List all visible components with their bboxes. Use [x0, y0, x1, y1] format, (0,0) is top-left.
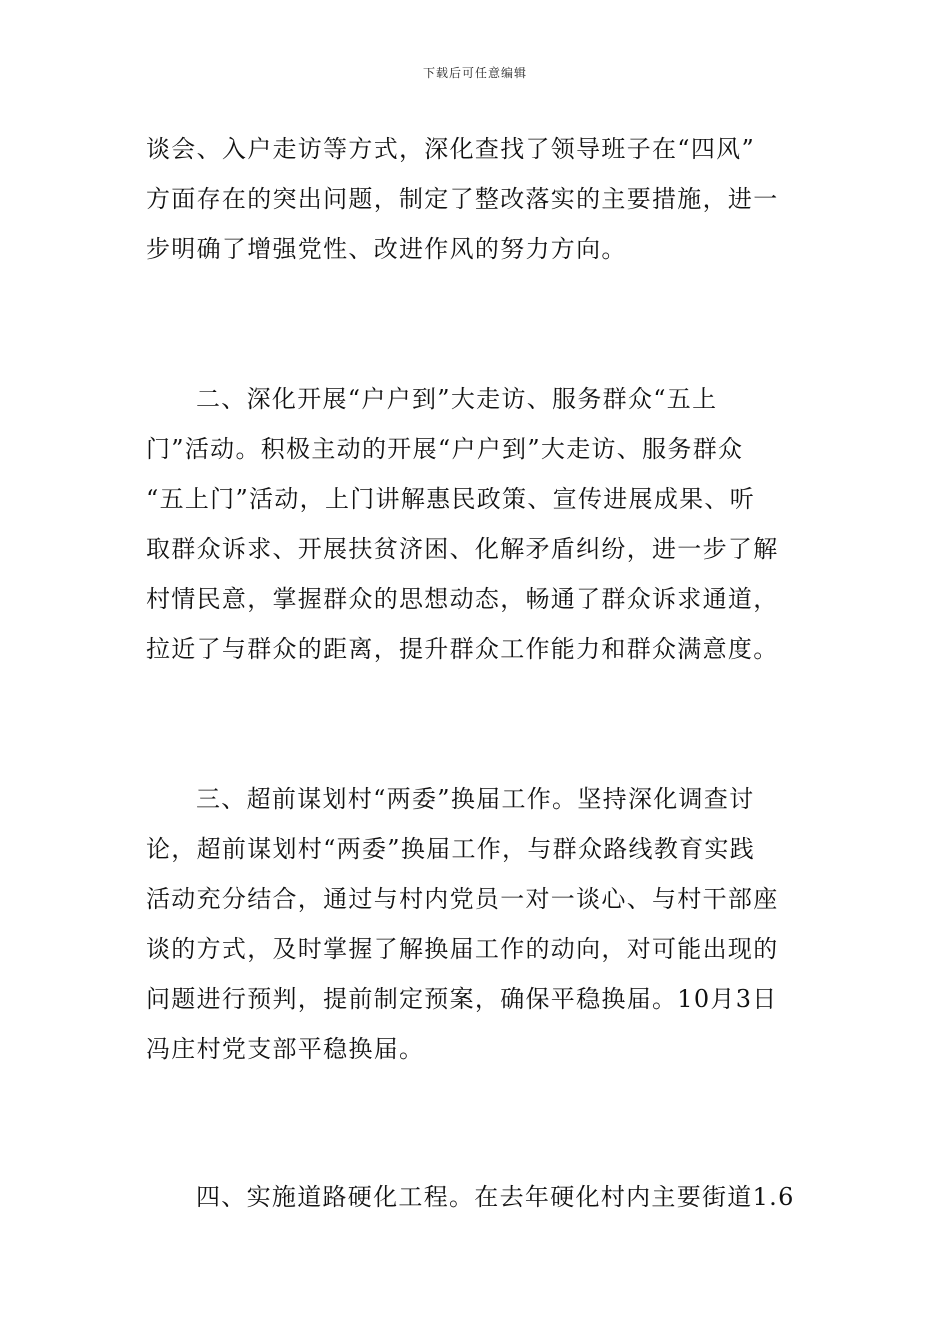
paragraph-2-line-1: 二、深化开展“户户到”大走访、服务群众“五上	[196, 385, 718, 413]
paragraph-1-line-2: 方面存在的突出问题，制定了整改落实的主要措施，进一	[146, 185, 779, 213]
paragraph-2-line-2: 门”活动。积极主动的开展“户户到”大走访、服务群众	[146, 435, 744, 463]
paragraph-3-line-2: 论，超前谋划村“两委”换届工作，与群众路线教育实践	[146, 835, 756, 863]
page-header: 下载后可任意编辑	[422, 66, 527, 80]
paragraph-3-line-1: 三、超前谋划村“两委”换届工作。坚持深化调查讨	[196, 785, 755, 813]
paragraph-3-line-6: 冯庄村党支部平稳换届。	[146, 1035, 425, 1063]
paragraph-4-line-1: 四、实施道路硬化工程。在去年硬化村内主要街道1.6	[196, 1183, 795, 1211]
paragraph-2-line-5: 村情民意，掌握群众的思想动态，畅通了群众诉求通道，	[146, 585, 779, 613]
paragraph-2-line-4: 取群众诉求、开展扶贫济困、化解矛盾纠纷，进一步了解	[146, 535, 779, 563]
paragraph-1-line-1: 谈会、入户走访等方式，深化查找了领导班子在“四风”	[146, 135, 756, 163]
paragraph-3-line-5: 问题进行预判，提前制定预案，确保平稳换届。10月3日	[146, 985, 778, 1013]
paragraph-3-line-4: 谈的方式，及时掌握了解换届工作的动向，对可能出现的	[146, 935, 779, 963]
paragraph-2-line-6: 拉近了与群众的距离，提升群众工作能力和群众满意度。	[146, 635, 779, 663]
paragraph-1-line-3: 步明确了增强党性、改进作风的努力方向。	[146, 235, 627, 263]
paragraph-3-line-3: 活动充分结合，通过与村内党员一对一谈心、与村干部座	[146, 885, 779, 913]
paragraph-2-line-3: “五上门”活动，上门讲解惠民政策、宣传进展成果、听	[146, 485, 756, 513]
